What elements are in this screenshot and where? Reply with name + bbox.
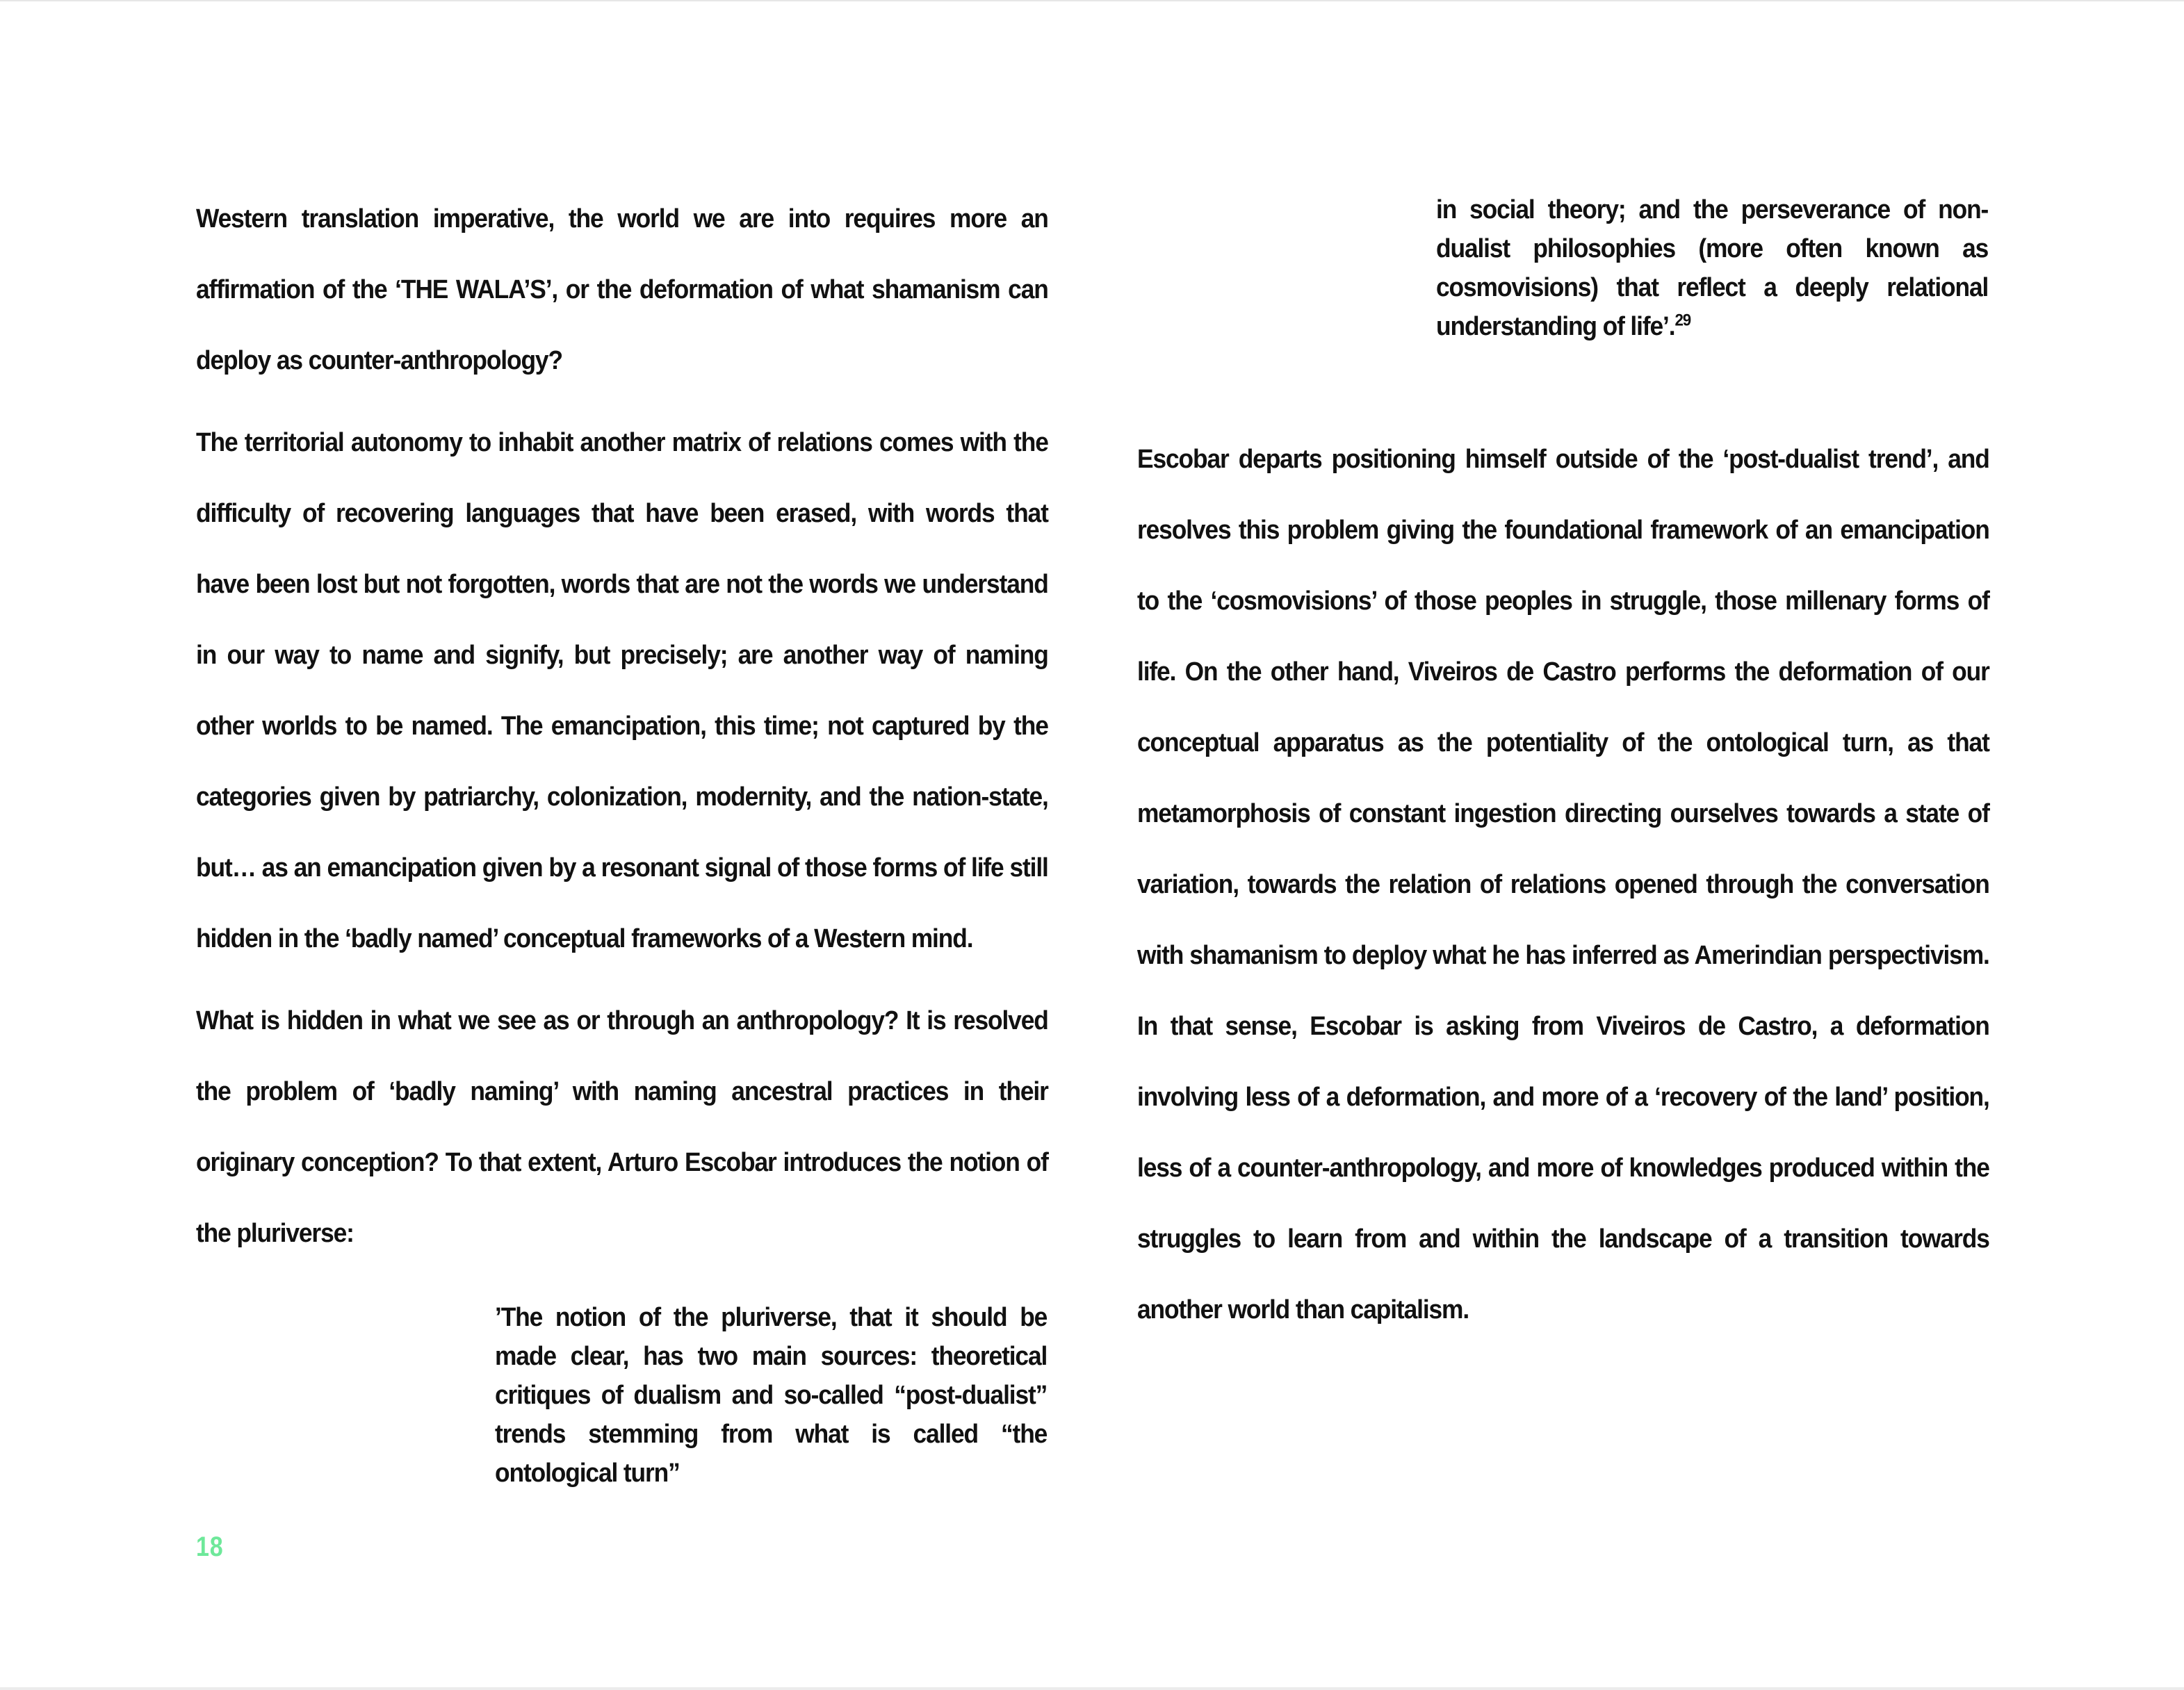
page-number: 18 — [196, 1532, 224, 1562]
left-paragraph-3: What is hidden in what we see as or through an anthropology? It is resolved the problem of ‘badly naming’ with naming ancestral practices in their originary conception? To that extent, Arturo Escobar introduces the notion of the pluriverse: — [196, 1006, 1048, 1248]
right-column — [1137, 424, 1989, 1345]
right-paragraph: Escobar departs positioning himself outside of the ‘post-dualist trend’, and resolves this problem giving the foundational framework of an emancipation to the ‘cosmovisions’ of those peoples in struggle, those millenary forms of life. On the other hand, Viveiros de Castro performs the deformation of our conceptual apparatus as the potentiality of the ontological turn, as that metamorphosis of constant ingestion directing ourselves towards a state of variation, towards the relation of relations opened through the conversation with shamanism to deploy what he has inferred as Amerindian perspectivism. In that sense, Escobar is asking from Viveiros de Castro, a deformation involving less of a deformation, and more of a ‘recovery of the land’ position, less of a counter-anthropology, and more of knowledges produced within the struggles to learn from and within the landscape of a transition towards another world than capitalism. — [1137, 445, 1989, 1324]
block-quote-left — [495, 1298, 1089, 1493]
footnote-marker[interactable]: 29 — [1674, 311, 1691, 330]
left-column — [196, 183, 1048, 1269]
top-border — [0, 0, 2184, 1]
block-quote-text: ’The notion of the pluriverse, that it should be made clear, has two main sources: theoretical critiques of dualism and so-called “post-dualist” trends stemming from what is called “the ontological turn” — [495, 1303, 1048, 1488]
block-quote-continuation — [1436, 190, 1988, 346]
block-quote-continuation-text: in social theory; and the perseverance of non-dualist philosophies (more often known as cosmovisions) that reflect a deeply relational understanding of life’. — [1436, 195, 1989, 341]
block-quote-right — [1436, 190, 2030, 346]
left-paragraph-2: The territorial autonomy to inhabit another matrix of relations comes with the difficulty of recovering languages that have been erased, with words that have been lost but not forgotten, words that are not the words we understand in our way to name and signify, but precisely; are another way of naming other worlds to be named. The emancipation, this time; not captured by the categories given by patriarchy, colonization, modernity, and the nation-state, but… as an emancipation given by a resonant signal of those forms of life still hidden in the ‘badly named’ conceptual frameworks of a Western mind. — [196, 428, 1048, 953]
bottom-border — [0, 1687, 2184, 1690]
left-paragraph-1: Western translation imperative, the world we are into requires more an affirmation of the ‘THE WALA’S’, or the deformation of what shamanism can deploy as counter-anthropology? — [196, 204, 1048, 375]
